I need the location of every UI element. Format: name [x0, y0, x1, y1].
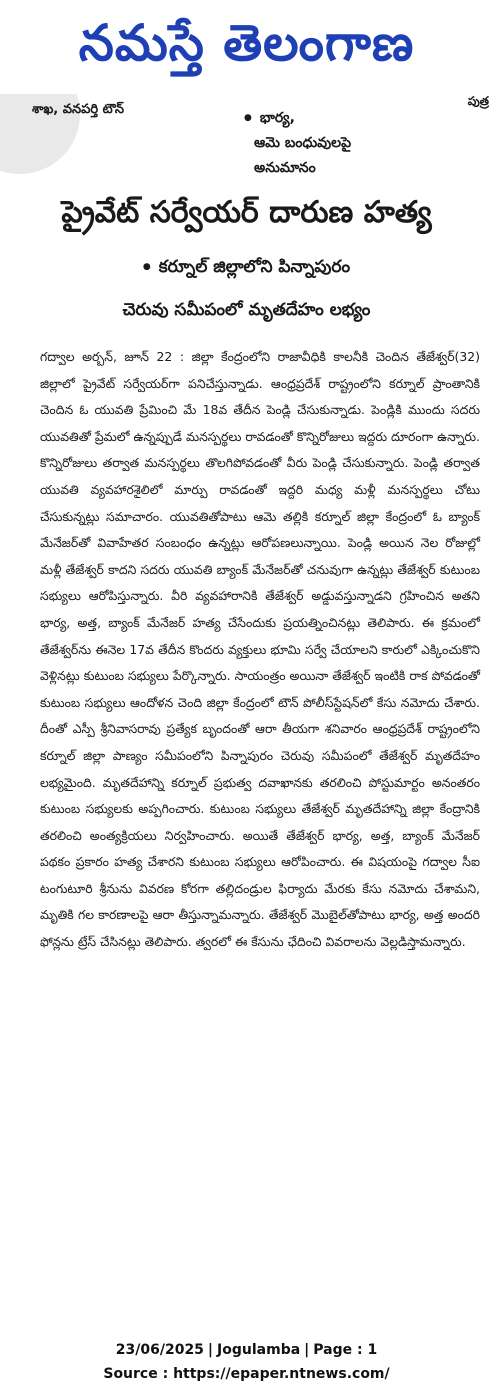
footer-page: Page : 1 [313, 1342, 378, 1358]
article-body [40, 344, 480, 956]
footer-info-line: 23/06/2025 | Jogulamba | Page : 1 [115, 1342, 378, 1358]
previous-article-fragment: శాఖ, వనపర్తి టౌన్ [32, 102, 125, 117]
masthead [0, 0, 493, 86]
footer-edition: Jogulamba [217, 1342, 301, 1358]
highlight-line: ఆమె బంధువులపై [254, 135, 352, 151]
footer-source: Source : https://epaper.ntnews.com/ [103, 1366, 390, 1382]
article-subheading: చెరువు సమీపంలో మృతదేహం లభ్యం [122, 300, 371, 320]
edge-word-fragment: పుత్ర [467, 94, 489, 108]
highlight-line: ● భార్య, [244, 106, 484, 131]
highlight-box [244, 106, 484, 181]
news-clipping [0, 94, 493, 1326]
article-subheading: ● కర్నూల్ జిల్లాలోని పిన్నాపురం [0, 254, 493, 280]
page-footer [0, 1338, 493, 1386]
masthead-title: నమస్తే తెలంగాణ [78, 14, 415, 72]
highlight-line: అనుమానం [254, 160, 316, 176]
article-headline: ప్రైవేట్ సర్వేయర్ దారుణ హత్య [61, 195, 432, 230]
footer-date: 23/06/2025 [115, 1342, 204, 1358]
article-body-text: గద్వాల అర్బన్, జూన్ 22 : జిల్లా కేంద్రంలోని రాజావీధికి కాలనీకి చెందిన తేజేశ్వర్(32) జిల్లాలో ప్రైవేట్ సర్వేయర్‌గా పనిచేస్తున్నాడు. ఆంధ్రప్రదేశ్ రాష్ట్రంలోని కర్నూల్ ప్రాంతానికి చెందిన ఓ యువతి ప్రేమించి మే 18వ తేదీన పెండ్లి చేసుకున్నాడు. పెండ్లికి ముందు సదరు యువతితో ప్రేమలో ఉన్నప్పుడే మనస్పర్థలు రావడంతో కొన్నిరోజులు ఇద్దరు దూరంగా ఉన్నారు. కొన్నిరోజులు తర్వాత మనస్పర్థలు తొలగిపోవడంతో వీరు పెండ్లి చేసుకున్నారు. పెండ్లి తర్వాత యువతి వ్యవహారశైలిలో మార్పు రావడంతో ఇద్దరి మధ్య మళ్లీ మనస్పర్థలు చోటు చేసుకున్నట్లు సమాచారం. యువతితోపాటు ఆమె తల్లికి కర్నూల్ జిల్లా కేంద్రంలో ఓ బ్యాంక్ మేనేజర్‌తో వివాహేతర సంబంధం ఉన్నట్లు ఆరోపణలున్నాయి. పెండ్లి అయిన నెల రోజుల్లో మళ్లీ తేజేశ్వర్ కాదని సదరు యువతి బ్యాంక్ మేనేజర్‌తో చనువుగా ఉన్నట్లు తేజేశ్వర్ కుటుంబ సభ్యులు ఆరోపిస్తున్నారు. వీరి వ్యవహారానికి తేజేశ్వర్ అడ్డువస్తున్నాడని గ్రహించిన అతని భార్య, అత్త, బ్యాంక్ మేనేజర్ హత్య చేసేందుకు ప్రయత్నించినట్లు తెలిపారు. ఈ క్రమంలో తేజేశ్వర్‌ను ఈనెల 17వ తేదీన కొందరు వ్యక్తులు భూమి సర్వే చేయాలని కారులో ఎక్కించుకొని వెళ్లినట్లు కుటుంబ సభ్యులు పేర్కొన్నారు. సాయంత్రం అయినా తేజేశ్వర్ ఇంటికి రాక పోవడంతో కుటుంబ సభ్యులు ఆందోళన చెంది జిల్లా కేంద్రంలో టౌన్ పోలీస్‌స్టేషన్‌లో కేసు నమోదు చేశారు. దీంతో ఎస్పీ శ్రీనివాసరావు ప్రత్యేక బృందంతో ఆరా తీయగా శనివారం ఆంధ్రప్రదేశ్ రాష్ట్రంలోని కర్నూల్ జిల్లా పాణ్యం సమీపంలోని పిన్నాపురం చెరువు సమీపంలో తేజేశ్వర్ మృతదేహం లభ్యమైంది. మృతదేహాన్ని కర్నూల్ ప్రభుత్వ దవాఖానకు తరలించి పోస్టుమార్టం అనంతరం కుటుంబ సభ్యులకు అప్పగించారు. కుటుంబ సభ్యులు తేజేశ్వర్ మృతదేహాన్ని జిల్లా కేంద్రానికి తరలించి అంత్యక్రియలు నిర్వహించారు. అయితే తేజేశ్వర్ భార్య, అత్త, బ్యాంక్ మేనేజర్ పథకం ప్రకారం హత్య చేశారని కుటుంబ సభ్యులు ఆరోపించారు. ఈ విషయంపై గద్వాల సీఐ టంగుటూరి శ్రీనును వివరణ కోరగా తల్లిదండ్రుల ఫిర్యాదు మేరకు కేసు నమోదు చేశామని, మృతికి గల కారణాలపై ఆరా తీస్తున్నామన్నారు. తేజేశ్వర్ మొబైల్‌తోపాటు భార్య, అత్త అందరి ఫోన్లను ట్రేస్ చేసినట్లు తెలిపారు. త్వరలో ఈ కేసును ఛేదించి వివరాలను వెల్లడిస్తామన్నారు. [40, 349, 480, 950]
